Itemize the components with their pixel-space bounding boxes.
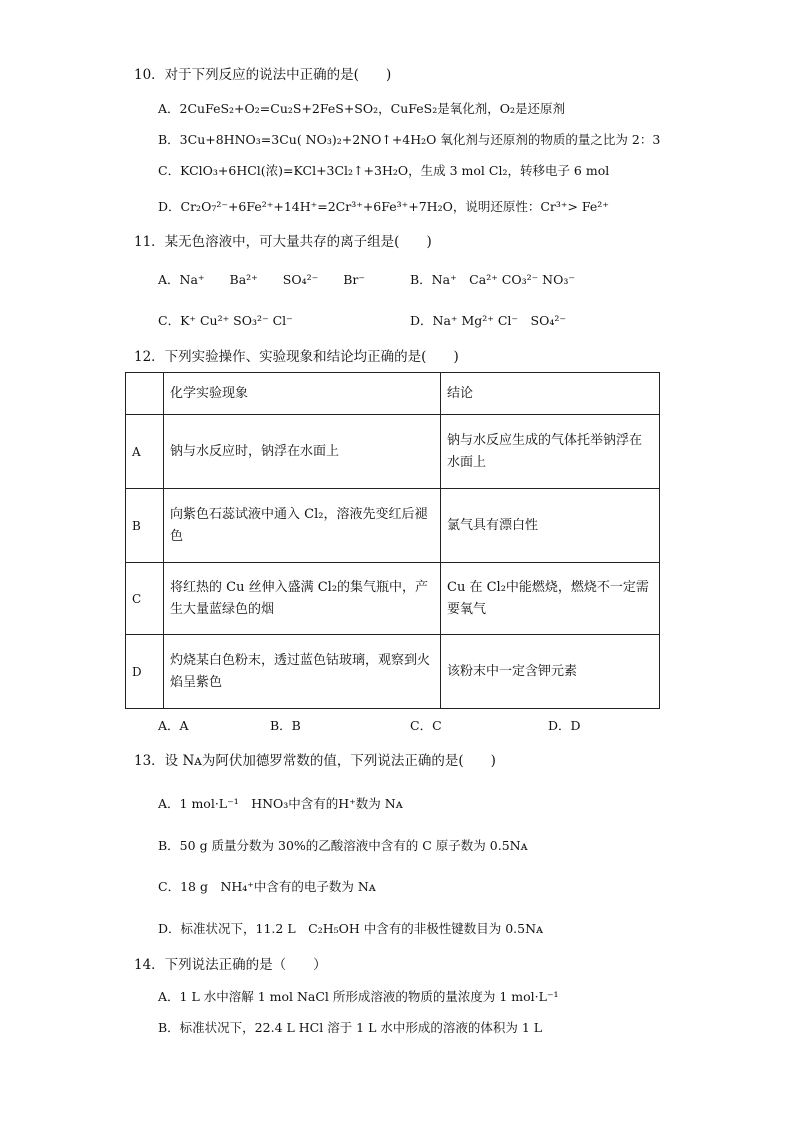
- question-14-stem: 14．下列说法正确的是（ ）: [134, 957, 327, 973]
- row-label: B: [126, 489, 164, 563]
- table-row: [126, 415, 660, 489]
- table-row: [126, 635, 660, 709]
- table-header-blank: [126, 373, 164, 415]
- question-11-option-d: D．Na⁺ Mg²⁺ Cl⁻ SO₄²⁻: [410, 313, 566, 328]
- table-header-conclusion: 结论: [441, 373, 660, 415]
- question-12-choice-c: C．C: [410, 718, 442, 733]
- row-conclusion: 该粉末中一定含钾元素: [441, 635, 660, 709]
- question-14-option-a: A．1 L 水中溶解 1 mol NaCl 所形成溶液的物质的量浓度为 1 mol·L⁻¹: [158, 989, 559, 1004]
- row-phenomenon: 灼烧某白色粉末，透过蓝色钴玻璃，观察到火焰呈紫色: [164, 635, 441, 709]
- question-10-stem: 10．对于下列反应的说法中正确的是( ): [134, 67, 392, 83]
- question-12-choice-d: D．D: [548, 718, 581, 733]
- question-13-option-c: C．18 g NH₄⁺中含有的电子数为 Nᴀ: [158, 879, 376, 894]
- question-10-option-a: A．2CuFeS₂+O₂=Cu₂S+2FeS+SO₂，CuFeS₂是氧化剂，O₂是还原剂: [158, 101, 565, 116]
- question-11-stem: 11．某无色溶液中，可大量共存的离子组是( ): [134, 234, 432, 250]
- question-12-stem: 12．下列实验操作、实验现象和结论均正确的是( ): [134, 349, 459, 365]
- row-conclusion: 氯气具有漂白性: [441, 489, 660, 563]
- question-12-choice-a: A．A: [158, 718, 189, 733]
- question-11-option-b: B．Na⁺ Ca²⁺ CO₃²⁻ NO₃⁻: [410, 272, 575, 287]
- question-13-option-a: A．1 mol·L⁻¹ HNO₃中含有的H⁺数为 Nᴀ: [158, 796, 403, 811]
- row-label: D: [126, 635, 164, 709]
- question-10-option-c: C．KClO₃+6HCl(浓)=KCl+3Cl₂↑+3H₂O，生成 3 mol Cl₂，转移电子 6 mol: [158, 163, 610, 178]
- question-10-option-b: B．3Cu+8HNO₃=3Cu( NO₃)₂+2NO↑+4H₂O 氧化剂与还原剂的物质的量之比为 2：3: [158, 132, 661, 147]
- table-header-row: [126, 373, 660, 415]
- row-phenomenon: 钠与水反应时，钠浮在水面上: [164, 415, 441, 489]
- row-conclusion: 钠与水反应生成的气体托举钠浮在水面上: [441, 415, 660, 489]
- question-11-option-c: C．K⁺ Cu²⁺ SO₃²⁻ Cl⁻: [158, 313, 293, 328]
- row-conclusion: Cu 在 Cl₂中能燃烧，燃烧不一定需要氧气: [441, 563, 660, 635]
- table-row: [126, 563, 660, 635]
- question-14-option-b: B．标准状况下，22.4 L HCl 溶于 1 L 水中形成的溶液的体积为 1 L: [158, 1020, 543, 1035]
- question-13-stem: 13．设 Nᴀ为阿伏加德罗常数的值，下列说法正确的是( ): [134, 753, 496, 769]
- question-13-option-b: B．50 g 质量分数为 30%的乙酸溶液中含有的 C 原子数为 0.5Nᴀ: [158, 838, 528, 853]
- row-phenomenon: 将红热的 Cu 丝伸入盛满 Cl₂的集气瓶中，产生大量蓝绿色的烟: [164, 563, 441, 635]
- table-header-phenomenon: 化学实验现象: [164, 373, 441, 415]
- question-10-option-d: D．Cr₂O₇²⁻+6Fe²⁺+14H⁺=2Cr³⁺+6Fe³⁺+7H₂O，说明还原性：Cr³⁺> Fe²⁺: [158, 199, 609, 214]
- question-12-choice-b: B．B: [270, 718, 301, 733]
- question-11-option-a: A．Na⁺ Ba²⁺ SO₄²⁻ Br⁻: [158, 272, 365, 287]
- row-phenomenon: 向紫色石蕊试液中通入 Cl₂，溶液先变红后褪色: [164, 489, 441, 563]
- experiment-table: [125, 372, 660, 709]
- question-13-option-d: D．标准状况下，11.2 L C₂H₅OH 中含有的非极性键数目为 0.5Nᴀ: [158, 921, 544, 936]
- row-label: C: [126, 563, 164, 635]
- row-label: A: [126, 415, 164, 489]
- table-row: [126, 489, 660, 563]
